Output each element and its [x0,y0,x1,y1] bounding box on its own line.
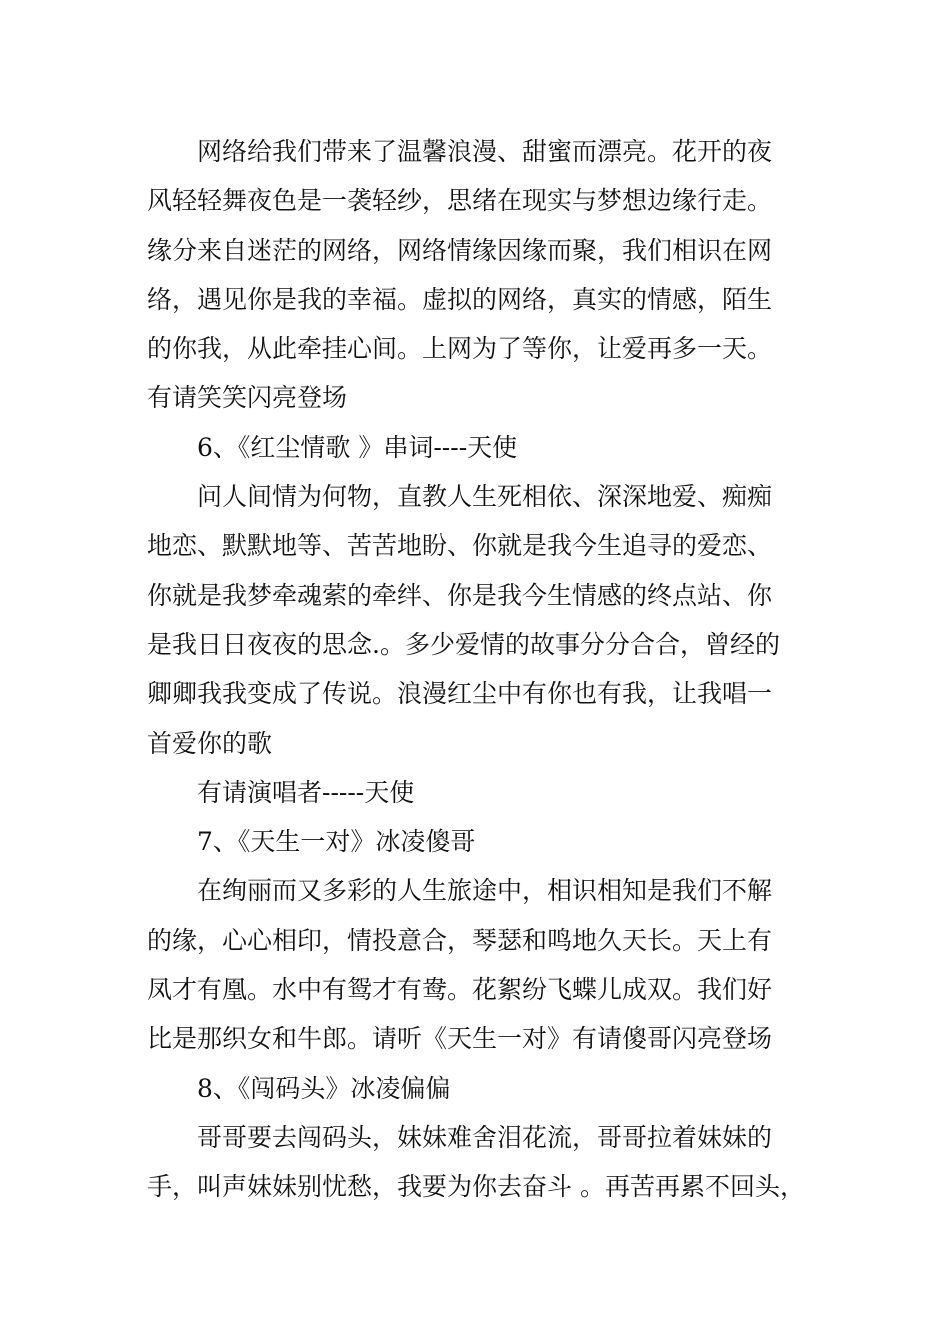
section-heading: 7、《天生一对》冰凌傻哥 [197,827,476,857]
text-line: 凤才有凰。水中有鸳才有鸯。花絮纷飞蝶儿成双。我们好 [147,975,773,1005]
text-line: 首爱你的歌 [147,728,273,758]
text-line: 有请笑笑闪亮登场 [147,383,348,413]
text-line: 哥哥要去闯码头，妹妹难舍泪花流，哥哥拉着妹妹的 [197,1122,773,1152]
text-line: 网络给我们带来了温馨浪漫、甜蜜而漂亮。花开的夜 [197,137,773,166]
section-heading: 6、《红尘情歌 》串词----天使 [197,432,518,462]
text-line: 的缘，心心相印，情投意合，琴瑟和鸣地久天长。天上有 [147,925,773,955]
text-line: 在绚丽而又多彩的人生旅途中，相识相知是我们不解 [197,876,773,906]
text-line: 的你我，从此牵挂心间。上网为了等你，让爱再多一天。 [147,334,773,364]
section-heading: 8、《闯码头》冰凌偏偏 [197,1073,451,1103]
text-line: 问人间情为何物，直教人生死相依、深深地爱、痴痴 [197,482,773,512]
text-line: 地恋、默默地等、苦苦地盼、你就是我今生追寻的爱恋、 [147,531,773,561]
document-body [147,127,827,1212]
text-line: 有请演唱者-----天使 [197,777,415,807]
text-line: 是我日日夜夜的思念.。多少爱情的故事分分合合，曾经的 [147,629,780,659]
text-line: 风轻轻舞夜色是一袭轻纱，思绪在现实与梦想边缘行走。 [147,186,773,216]
text-line: 手，叫声妹妹别忧愁，我要为你去奋斗 。再苦再累不回头， [147,1172,805,1202]
text-line: 你就是我梦牵魂萦的牵绊、你是我今生情感的终点站、你 [147,580,773,610]
text-line: 比是那织女和牛郎。请听《天生一对》有请傻哥闪亮登场 [147,1024,773,1054]
text-line: 卿卿我我变成了传说。浪漫红尘中有你也有我，让我唱一 [147,679,773,709]
text-line: 缘分来自迷茫的网络，网络情缘因缘而聚，我们相识在网 [147,235,773,265]
text-line: 络，遇见你是我的幸福。虚拟的网络，真实的情感，陌生 [147,284,773,314]
